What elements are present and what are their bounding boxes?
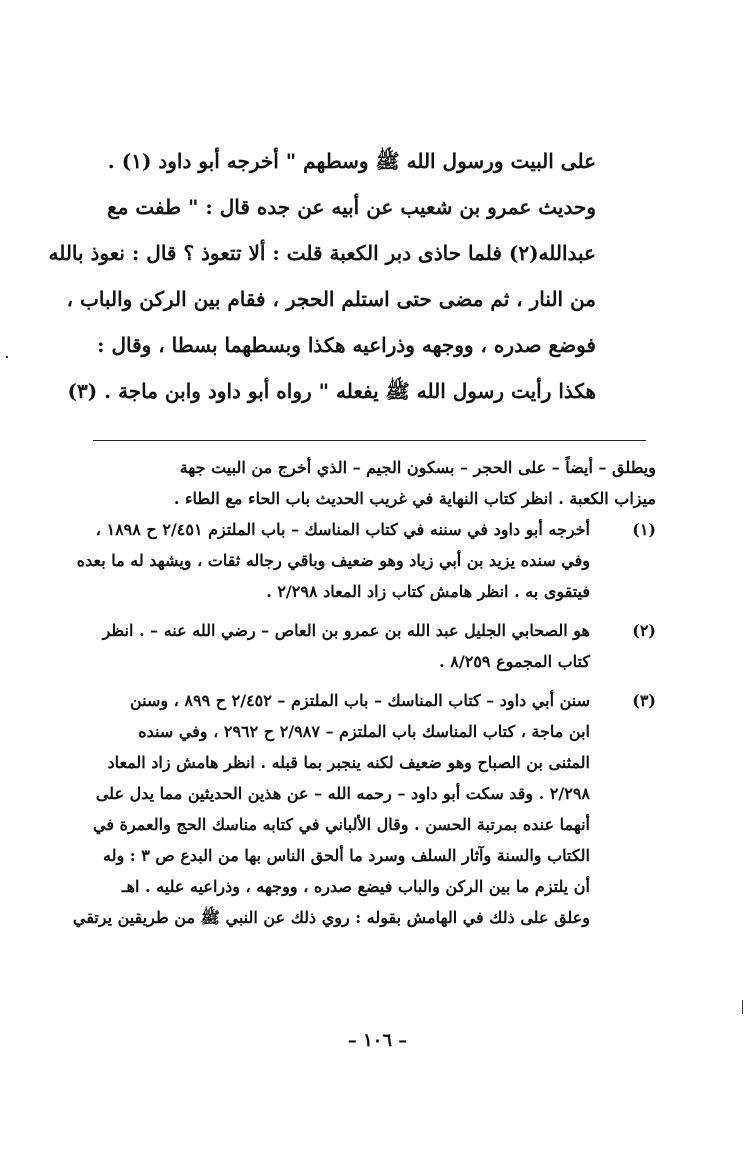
- main-text-line: فوضع صدره ، ووجهه وذراعيه هكذا وبسطهما بسطا ، وقال :: [97, 333, 596, 357]
- main-text-line: هكذا رأيت رسول الله ﷺ يفعله " رواه أبو داود وابن ماجة . (٣): [67, 379, 596, 403]
- page-number: – ١٠٦ –: [347, 1030, 408, 1051]
- footnote-line: وعلق على ذلك في الهامش بقوله : روي ذلك عن النبي ﷺ من طريقين يرتقي: [72, 908, 590, 927]
- footnote-line: سنن أبي داود – كتاب المناسك – باب الملتزم – ٢/٤٥٢ ح ٨٩٩ ، وسنن: [129, 691, 590, 710]
- scan-mark: [6, 356, 8, 358]
- footnote-number: (٢): [632, 621, 656, 640]
- footnote-line: ٢/٢٩٨ . وقد سكت أبو داود – رحمه الله – عن هذين الحديثين مما يدل على: [95, 784, 590, 803]
- footnote-line: أنهما عنده بمرتبة الحسن . وقال الألباني في كتابه مناسك الحج والعمرة في: [93, 815, 590, 834]
- main-text: [48, 138, 596, 414]
- footnote-line: فيتقوى به . انظر هامش كتاب زاد المعاد ٢/٢٩٨ .: [266, 582, 590, 601]
- footnote-divider: [93, 440, 646, 441]
- footnote-line: المثنى بن الصباح وهو ضعيف لكنه ينجبر بما قبله . انظر هامش زاد المعاد: [107, 753, 590, 772]
- footnote-body: [77, 514, 590, 607]
- footnote-line: أخرجه أبو داود في سننه في كتاب المناسك – باب الملتزم ٢/٤٥١ ح ١٨٩٨ ،: [95, 520, 590, 539]
- footnote-number: (١): [632, 520, 656, 539]
- footnote-line: ابن ماجة ، كتاب المناسك باب الملتزم – ٢/٩٨٧ ح ٢٩٦٢ ، وفي سنده: [138, 722, 590, 741]
- main-text-line: على البيت ورسول الله ﷺ وسطهم " أخرجه أبو داود (١) .: [107, 149, 596, 173]
- footnote-line: ويطلق – أيضاً – على الحجر – بسكون الجيم – الذي أخرج من البيت جهة: [179, 458, 656, 477]
- footnote-body: [88, 615, 590, 677]
- footnote-line: ميزاب الكعبة . انظر كتاب النهاية في غريب الحديث باب الحاء مع الطاء .: [173, 489, 656, 508]
- footnote-line: أن يلتزم ما بين الركن والباب فيضع صدره ، ووجهه ، وذراعيه عليه . اهـ: [121, 877, 590, 896]
- scan-mark: [742, 1000, 743, 1014]
- footnote-line: هو الصحابي الجليل عبد الله بن عمرو بن العاص – رضي الله عنه – . انظر: [102, 621, 590, 640]
- footnote-line: وفي سنده يزيد بن أبي زياد وهو ضعيف وباقي رجاله ثقات ، ويشهد له ما بعده: [76, 551, 590, 570]
- footnote-continuation: [88, 452, 656, 514]
- main-text-line: من النار ، ثم مضى حتى استلم الحجر ، فقام بين الركن والباب ،: [66, 287, 596, 311]
- footnote-line: كتاب المجموع ٨/٢٥٩ .: [439, 652, 590, 671]
- footnotes: [72, 452, 656, 933]
- footnote-number: (٣): [632, 691, 656, 710]
- footnote-2: [88, 615, 656, 677]
- footnote-body: [73, 685, 590, 933]
- footnote-3: [72, 685, 656, 933]
- footnote-line: الكتاب والسنة وآثار السلف وسرد ما ألحق الناس بها من البدع ص ٣ : وله: [103, 846, 590, 865]
- main-text-line: عبدالله(٢) فلما حاذى دبر الكعبة قلت : ألا تتعوذ ؟ قال : نعوذ بالله: [48, 241, 596, 265]
- main-text-line: وحديث عمرو بن شعيب عن أبيه عن جده قال : " طفت مع: [107, 195, 596, 219]
- footnote-1: [76, 514, 656, 607]
